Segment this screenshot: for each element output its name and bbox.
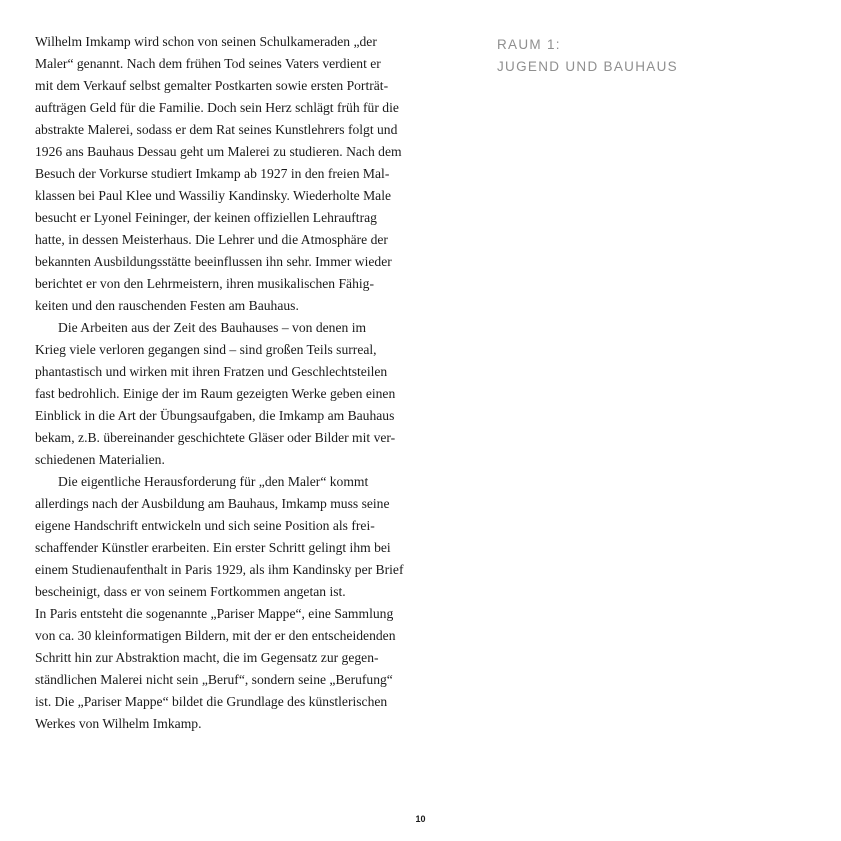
text-line: Wilhelm Imkamp wird schon von seinen Schulkameraden „der — [35, 34, 377, 49]
text-line: keiten und den rauschenden Festen am Bauhaus. — [35, 298, 299, 313]
page-number: 10 — [415, 814, 426, 824]
text-line: fast bedrohlich. Einige der im Raum gezeigten Werke geben einen — [35, 386, 396, 401]
text-line: 1926 ans Bauhaus Dessau geht um Malerei zu studieren. Nach dem — [35, 144, 402, 159]
text-line: bekannten Ausbildungsstätte beeinflussen ihn sehr. Immer wieder — [35, 254, 392, 269]
text-line: phantastisch und wirken mit ihren Fratzen und Geschlechtsteilen — [35, 364, 388, 379]
room-heading-title: JUGEND UND BAUHAUS — [497, 59, 678, 74]
text-line: von ca. 30 kleinformatigen Bildern, mit der er den entscheidenden — [35, 628, 396, 643]
text-line: Die eigentliche Herausforderung für „den Maler“ kommt — [58, 474, 369, 489]
text-line: Schritt hin zur Abstraktion macht, die im Gegensatz zur gegen- — [35, 650, 379, 665]
text-line: klassen bei Paul Klee und Wassiliy Kandinsky. Wiederholte Male — [35, 188, 392, 203]
text-line: besucht er Lyonel Feininger, der keinen offiziellen Lehrauftrag — [35, 210, 377, 225]
text-line: Krieg viele verloren gegangen sind – sind großen Teils surreal, — [35, 342, 377, 357]
text-line: Werkes von Wilhelm Imkamp. — [35, 716, 202, 731]
text-line: mit dem Verkauf selbst gemalter Postkarten sowie ersten Porträt- — [35, 78, 389, 93]
text-line: Maler“ genannt. Nach dem frühen Tod seines Vaters verdient er — [35, 56, 381, 71]
room-heading — [497, 34, 678, 78]
text-line: schaffender Künstler erarbeiten. Ein erster Schritt gelingt ihm bei — [35, 540, 391, 555]
text-line: schiedenen Materialien. — [35, 452, 165, 467]
room-heading-number: RAUM 1: — [497, 37, 561, 52]
text-line: ständlichen Malerei nicht sein „Beruf“, sondern seine „Berufung“ — [35, 672, 393, 687]
text-line: aufträgen Geld für die Familie. Doch sein Herz schlägt früh für die — [35, 100, 399, 115]
text-line: Besuch der Vorkurse studiert Imkamp ab 1927 in den freien Mal- — [35, 166, 390, 181]
text-line: berichtet er von den Lehrmeistern, ihren musikalischen Fähig- — [35, 276, 374, 291]
text-line: einem Studienaufenthalt in Paris 1929, als ihm Kandinsky per Brief — [35, 562, 404, 577]
text-line: bekam, z.B. übereinander geschichtete Gläser oder Bilder mit ver- — [35, 430, 396, 445]
body-text — [35, 31, 435, 735]
text-line: bescheinigt, dass er von seinem Fortkommen angetan ist. — [35, 584, 346, 599]
text-line: eigene Handschrift entwickeln und sich seine Position als frei- — [35, 518, 375, 533]
text-line: hatte, in dessen Meisterhaus. Die Lehrer und die Atmosphäre der — [35, 232, 388, 247]
text-line: ist. Die „Pariser Mappe“ bildet die Grundlage des künstlerischen — [35, 694, 388, 709]
text-line: Die Arbeiten aus der Zeit des Bauhauses – von denen im — [58, 320, 367, 335]
text-line: In Paris entsteht die sogenannte „Pariser Mappe“, eine Sammlung — [35, 606, 394, 621]
text-line: Einblick in die Art der Übungsaufgaben, die Imkamp am Bauhaus — [35, 408, 395, 423]
text-line: allerdings nach der Ausbildung am Bauhaus, Imkamp muss seine — [35, 496, 390, 511]
text-line: abstrakte Malerei, sodass er dem Rat seines Kunstlehrers folgt und — [35, 122, 398, 137]
